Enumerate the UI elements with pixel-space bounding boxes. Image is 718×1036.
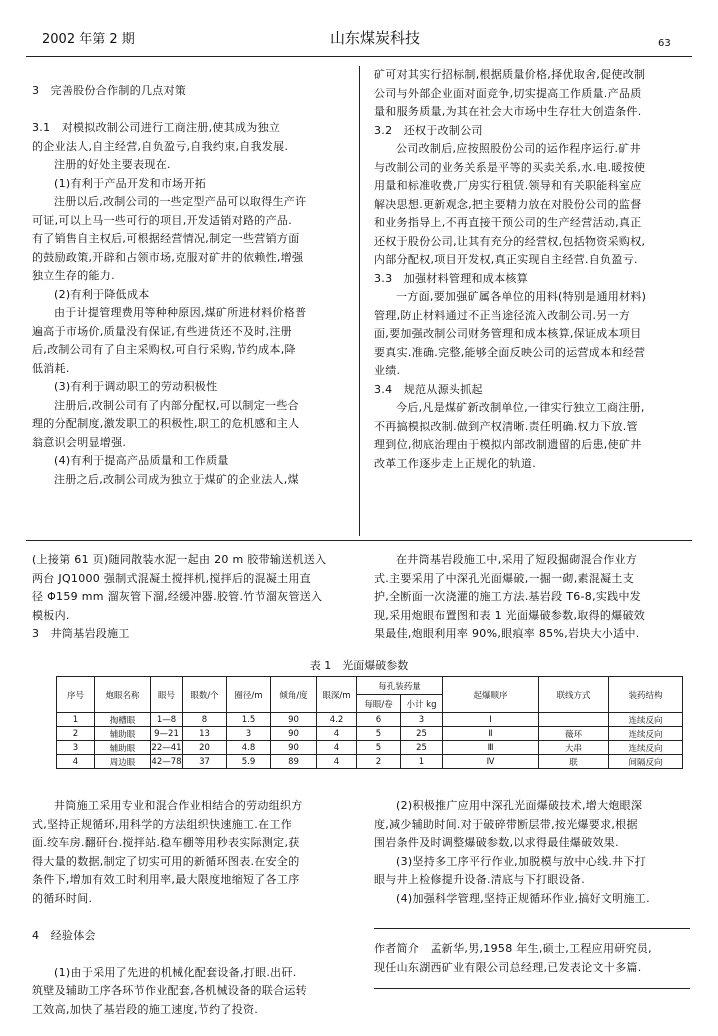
table-row — [57, 741, 683, 755]
text-line: 注册以后,改制公司的一些定型产品可以取得生产许 — [54, 195, 307, 208]
table-cell: 3 — [57, 741, 95, 755]
table-cell: 90 — [271, 713, 317, 727]
table-cell: 4.8 — [227, 741, 271, 755]
subsection-heading: 3.1 对模拟改制公司进行工商注册,使其成为独立 — [32, 121, 281, 134]
table-cell: Ⅰ — [443, 713, 539, 727]
text-line: 解决思想.更新观念,把主要精力放在对股份公司的监督 — [374, 197, 642, 211]
column-subheader: 小计 kg — [401, 695, 443, 713]
author-note — [374, 940, 692, 977]
text-line: 现,采用炮眼布置图和表 1 光面爆破参数,取得的爆破效 — [374, 608, 646, 622]
text-line: 径 Φ159 mm 溜灰管下溜,经缓冲器.胶管.竹节溜灰管送入 — [32, 590, 323, 603]
author-line: 作者简介 孟新华,男,1958 年生,硕士,工程应用研究员, — [374, 942, 652, 955]
text-line: 今后,凡是煤矿新改制单位,一律实行独立工商注册, — [396, 401, 645, 414]
table-cell: 3 — [401, 713, 443, 727]
table-cell: 3 — [227, 727, 271, 741]
text-line: 得大量的数据,制定了切实可用的新循环图表.在安全的 — [32, 854, 300, 868]
text-line: 和业务指导上,不再直接干预公司的生产经营活动,真正 — [374, 216, 642, 229]
text-line: 遍高于市场价,质量没有保证,有些进货还不及时,注册 — [32, 324, 292, 338]
column-header: 联线方式 — [539, 677, 609, 713]
table-cell: 辅助眼 — [95, 727, 151, 741]
text-line: (4)加强科学管理,坚持正规循环作业,搞好文明施工. — [396, 891, 650, 905]
column-header: 眼数/个 — [183, 677, 227, 713]
table-cell: 间隔反向 — [609, 755, 683, 769]
lower-right-bottom — [374, 797, 692, 908]
column-header: 圈径/m — [227, 677, 271, 713]
text-line: 翁意识会明显增强. — [32, 435, 127, 449]
text-line: 内部分配权,项目开发权,真正实现自主经营.自负盈亏. — [374, 253, 638, 266]
section-heading: 4 经验体会 — [32, 928, 96, 942]
text-line: 还权于股份公司,让其有充分的经营权,包括物资采购权, — [374, 234, 646, 248]
text-line: 低消耗. — [32, 361, 70, 375]
journal-title: 山东煤炭科技 — [330, 29, 421, 47]
text-line: 用量和标准收费,厂房实行租赁.领导和有关职能科室应 — [374, 179, 642, 192]
text-line: (上接第 61 页)随同散装水泥一起由 20 m 胶带输送机送入 — [32, 553, 327, 566]
table-cell: 9—21 — [151, 727, 183, 741]
text-line: 两台 JQ1000 强制式混凝土搅拌机,搅拌后的混凝土用直 — [32, 571, 312, 585]
table-cell: Ⅱ — [443, 727, 539, 741]
column-header: 序号 — [57, 677, 95, 713]
text-line: 理到位,彻底治理由于模拟内部改制遗留的后患,使矿井 — [374, 438, 642, 451]
table-cell: 5 — [357, 727, 401, 741]
table-cell: 掏槽眼 — [95, 713, 151, 727]
text-line: 眼与井上检修提升设备.清底与下打眼设备. — [374, 873, 585, 886]
text-line: 量和服务质量,为其在社会大市场中生存壮大创造条件. — [374, 105, 642, 118]
text-line: 有了销售自主权后,可根据经营情况,制定一些营销方面 — [32, 232, 300, 245]
text-line: (3)坚持多工序平行作业,加脱模与放中心线.井下打 — [396, 854, 647, 868]
table-cell: 90 — [271, 741, 317, 755]
table-cell: 连续反向 — [609, 741, 683, 755]
column-header: 起爆顺序 — [443, 677, 539, 713]
text-line: 矿可对其实行招标制,根据质量价格,择优取舍,促使改制 — [374, 68, 646, 81]
upper-left-column — [32, 82, 350, 489]
table-cell: 薇环 — [539, 727, 609, 741]
list-heading: (3)有利于调动职工的劳动积极性 — [54, 380, 218, 393]
lower-left-bottom — [32, 797, 350, 1019]
text-line: 面,要加强改制公司财务管理和成本核算,保证成本项目 — [374, 327, 642, 340]
page-number: 63 — [658, 38, 671, 49]
table-row — [57, 713, 683, 727]
table-cell: 辅助眼 — [95, 741, 151, 755]
table-cell: 1 — [57, 713, 95, 727]
list-heading: (4)有利于提高产品质量和工作质量 — [54, 454, 229, 467]
table-cell: 4 — [317, 755, 357, 769]
table-cell: 大串 — [539, 741, 609, 755]
table-cell: 2 — [57, 727, 95, 741]
table-cell: 22—41 — [151, 742, 182, 753]
list-heading: (2)有利于降低成本 — [54, 287, 150, 301]
table-cell: 25 — [401, 727, 443, 741]
table-cell: 90 — [271, 727, 317, 741]
text-line: 管理,防止材料通过不正当途径流入改制公司.另一方 — [374, 308, 631, 322]
text-line: 独立生存的能力. — [32, 269, 115, 282]
blank-line — [32, 101, 350, 120]
table-cell: 42—78 — [151, 756, 182, 767]
text-line: 注册的好处主要表现在. — [54, 158, 171, 171]
table-cell: Ⅳ — [443, 755, 539, 769]
table-cell: 连续反向 — [609, 713, 683, 727]
text-line: 模板内. — [32, 608, 70, 622]
text-line: 公司与外部企业面对面竞争,切实提高工作质量.产品质 — [374, 86, 642, 100]
table-cell: 5 — [357, 741, 401, 755]
table-row — [57, 755, 683, 769]
subsection-heading: 3.3 加强材料管理和成本核算 — [374, 271, 528, 285]
text-line: 条件下,增加有效工时利用率,最大限度地缩短了各工序 — [32, 873, 300, 886]
text-line: (2)积极推广应用中深孔光面爆破技术,增大炮眼深 — [396, 799, 643, 812]
blank-line — [32, 945, 350, 964]
column-header: 每孔装药量 — [357, 677, 443, 695]
table-cell: 4 — [57, 755, 95, 769]
column-divider — [359, 66, 360, 536]
text-line: 注册后,改制公司有了内部分配权,可以制定一些合 — [54, 398, 299, 412]
column-header: 倾角/度 — [271, 677, 317, 713]
text-line: 要真实.准确.完整,能够全面反映公司的运营成本和经营 — [374, 345, 646, 359]
table-cell: 13 — [183, 727, 227, 741]
table-cell: 2 — [357, 755, 401, 769]
text-line: 护,全断面一次浇灌的施工方法.基岩段 T6-8,实践中发 — [374, 590, 642, 603]
table-header-row — [57, 677, 683, 695]
table-row — [57, 727, 683, 741]
text-line: 面.绞车房.翻矸台.搅拌站.稳车棚等用秒表实际测定,获 — [32, 836, 300, 849]
table-cell: 4.2 — [317, 713, 357, 727]
section-heading: 3 完善股份合作制的几点对策 — [32, 84, 187, 97]
text-line: 筑壁及辅助工序各环节作业配套,各机械设备的联合运转 — [32, 984, 307, 997]
section-heading: 3 井筒基岩段施工 — [32, 627, 130, 640]
table-cell: 37 — [183, 755, 227, 769]
issue-label: 2002 年第 2 期 — [42, 32, 135, 47]
text-line: 后,改制公司有了自主采购权,可自行采购,节约成本,降 — [32, 343, 296, 356]
upper-right-column — [374, 66, 692, 473]
text-line: 注册之后,改制公司成为独立于煤矿的企业法人,煤 — [54, 472, 299, 486]
text-line: 式,坚持正规循环,用科学的方法组织快速施工.在工作 — [32, 817, 292, 831]
table-cell: 联 — [539, 755, 609, 769]
text-line: 与改制公司的业务关系是平等的买卖关系,水.电.暖按使 — [374, 160, 646, 174]
blank-line — [32, 908, 350, 927]
table-caption: 表 1 光面爆破参数 — [309, 659, 409, 672]
table-cell: 6 — [357, 713, 401, 727]
text-line: 业绩. — [374, 364, 401, 377]
blasting-parameters-table — [56, 676, 683, 769]
text-line: 由于计提管理费用等种种原因,煤矿所进材料价格普 — [54, 306, 307, 319]
subsection-heading: 3.2 还权于改制公司 — [374, 123, 483, 137]
text-line: 井筒施工采用专业和混合作业相结合的劳动组织方 — [54, 799, 303, 812]
column-header: 眼号 — [151, 677, 183, 713]
table-cell: 89 — [271, 755, 317, 769]
table-cell: 4 — [317, 741, 357, 755]
table-cell: 4 — [317, 727, 357, 741]
author-note-rule — [374, 928, 690, 929]
table-cell: Ⅲ — [443, 741, 539, 755]
text-line: 工效高,加快了基岩段的施工速度,节约了投资. — [32, 1002, 259, 1016]
table-cell: 8 — [183, 713, 227, 727]
text-line: 一方面,要加强矿属各单位的用料(特别是通用材料) — [396, 290, 647, 303]
table-cell: 20 — [183, 741, 227, 755]
text-line: 理的分配制度,激发职工的积极性,职工的危机感和主人 — [32, 417, 300, 430]
text-line: 不再搞模拟改制.做到产权清晰.责任明确.权力下放.管 — [374, 419, 638, 433]
table-cell — [539, 713, 609, 727]
text-line: 围岩条件及时调整爆破参数,以求得最佳爆破效果. — [374, 836, 619, 849]
article-divider — [26, 540, 692, 541]
text-line: 公司改制后,应按照股份公司的运作程序运行.矿井 — [396, 142, 641, 155]
column-header: 炮眼名称 — [95, 677, 151, 713]
table-cell: 1 — [401, 755, 443, 769]
text-line: 在井筒基岩段施工中,采用了短段掘砌混合作业方 — [396, 553, 638, 566]
author-note-bottom-rule — [374, 988, 690, 989]
list-heading: (1)有利于产品开发和市场开拓 — [54, 176, 207, 190]
text-line: 的企业法人,自主经营,自负盈亏,自我约束,自我发展. — [32, 139, 289, 153]
text-line: (1)由于采用了先进的机械化配套设备,打眼.出矸. — [54, 965, 297, 979]
header-rule — [26, 56, 692, 57]
column-header: 眼深/m — [317, 677, 357, 713]
column-subheader: 每眼/卷 — [357, 695, 401, 713]
table-cell: 25 — [401, 741, 443, 755]
text-line: 的循环时间. — [32, 891, 93, 905]
text-line: 式.主要采用了中深孔光面爆破,一掘一砌,素混凝土支 — [374, 571, 634, 585]
table-cell: 1.5 — [227, 713, 271, 727]
column-header: 装药结构 — [609, 677, 683, 713]
text-line: 的鼓励政策,开辟和占领市场,克服对矿井的依赖性,增强 — [32, 250, 304, 264]
table-cell: 1—8 — [151, 713, 183, 727]
table-cell: 连续反向 — [609, 727, 683, 741]
text-line: 改革工作逐步走上正规化的轨道. — [374, 456, 536, 470]
lower-left-top — [32, 551, 350, 644]
text-line: 度,减少辅助时间.对于破碎带断层带,按光爆要求,根据 — [374, 817, 638, 831]
text-line: 果最佳,炮眼利用率 90%,眼痕率 85%,岩块大小适中. — [374, 627, 640, 640]
lower-right-top — [374, 551, 692, 644]
author-line: 现任山东湖西矿业有限公司总经理,已发表论文十多篇. — [374, 960, 642, 974]
text-line: 可证,可以上马一些可行的项目,开发适销对路的产品. — [32, 213, 292, 227]
table-cell: 5.9 — [227, 755, 271, 769]
table-cell: 周边眼 — [95, 755, 151, 769]
subsection-heading: 3.4 规范从源头抓起 — [374, 382, 483, 396]
